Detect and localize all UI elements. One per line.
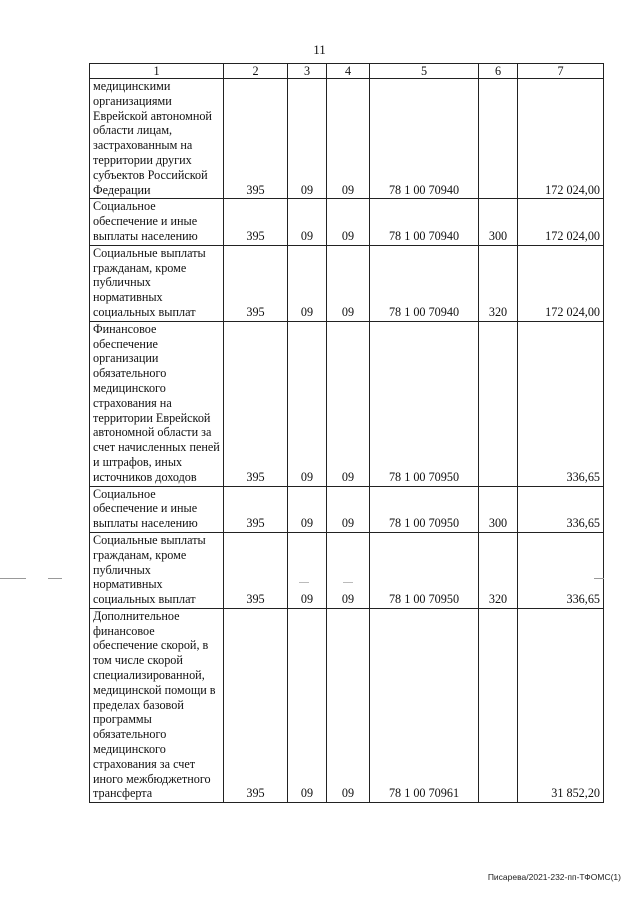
row-code-2: 395 <box>224 321 288 486</box>
row-code-4: 09 <box>327 79 370 199</box>
row-code-2: 395 <box>224 79 288 199</box>
row-code-5: 78 1 00 70940 <box>370 245 479 321</box>
row-name: Социальные выплаты гражданам, кроме публичных нормативных социальных выплат <box>90 532 224 608</box>
fold-mark-left <box>0 578 26 579</box>
table-row <box>90 532 604 608</box>
table-row <box>90 245 604 321</box>
column-header-5: 5 <box>370 64 479 79</box>
column-header-1: 1 <box>90 64 224 79</box>
row-amount: 31 852,20 <box>518 608 604 802</box>
row-code-4: 09 <box>327 486 370 532</box>
scan-artifact-mark <box>299 582 309 583</box>
row-code-5: 78 1 00 70940 <box>370 199 479 245</box>
fold-mark-left-inner <box>48 578 62 579</box>
row-amount: 336,65 <box>518 321 604 486</box>
row-code-4: 09 <box>327 608 370 802</box>
column-header-2: 2 <box>224 64 288 79</box>
row-code-2: 395 <box>224 486 288 532</box>
budget-table <box>89 63 604 803</box>
row-code-3: 09 <box>288 199 327 245</box>
row-amount: 336,65 <box>518 532 604 608</box>
row-code-6: 320 <box>479 532 518 608</box>
row-code-4: 09 <box>327 321 370 486</box>
row-code-2: 395 <box>224 199 288 245</box>
row-code-2: 395 <box>224 608 288 802</box>
table-row <box>90 199 604 245</box>
header-row <box>90 64 604 79</box>
page-number: 11 <box>313 42 326 57</box>
row-amount: 336,65 <box>518 486 604 532</box>
table-row <box>90 79 604 199</box>
row-code-4: 09 <box>327 532 370 608</box>
row-name: Социальные выплаты гражданам, кроме публичных нормативных социальных выплат <box>90 245 224 321</box>
row-code-3: 09 <box>288 245 327 321</box>
row-code-6 <box>479 321 518 486</box>
row-name: Социальное обеспечение и иные выплаты населению <box>90 199 224 245</box>
row-code-3: 09 <box>288 608 327 802</box>
column-header-4: 4 <box>327 64 370 79</box>
row-code-6: 300 <box>479 199 518 245</box>
document-reference: Писарева/2021-232-пп-ТФОМС(1) <box>487 872 621 882</box>
row-amount: 172 024,00 <box>518 245 604 321</box>
row-code-3: 09 <box>288 532 327 608</box>
table-row <box>90 608 604 802</box>
row-name: Социальное обеспечение и иные выплаты населению <box>90 486 224 532</box>
row-name: Дополнительное финансовое обеспечение скорой, в том числе скорой специализированной, медицинской помощи в пределах базовой программы обязательного медицинского страхования за счет иного межбюджетного трансферта <box>90 608 224 802</box>
row-code-2: 395 <box>224 532 288 608</box>
scan-artifact-mark <box>343 582 353 583</box>
row-code-5: 78 1 00 70950 <box>370 321 479 486</box>
row-code-6 <box>479 79 518 199</box>
row-code-5: 78 1 00 70950 <box>370 486 479 532</box>
row-code-4: 09 <box>327 245 370 321</box>
column-header-6: 6 <box>479 64 518 79</box>
row-code-4: 09 <box>327 199 370 245</box>
row-name: Финансовое обеспечение организации обязательного медицинского страхования на территории Еврейской автономной области за счет начисленных пеней и штрафов, иных источников доходов <box>90 321 224 486</box>
row-amount: 172 024,00 <box>518 79 604 199</box>
row-name: медицинскими организациями Еврейской автономной области лицам, застрахованным на территории других субъектов Российской Федерации <box>90 79 224 199</box>
column-header-3: 3 <box>288 64 327 79</box>
row-code-6 <box>479 608 518 802</box>
row-code-6: 320 <box>479 245 518 321</box>
row-code-5: 78 1 00 70950 <box>370 532 479 608</box>
row-code-5: 78 1 00 70940 <box>370 79 479 199</box>
row-code-3: 09 <box>288 321 327 486</box>
row-code-6: 300 <box>479 486 518 532</box>
column-header-7: 7 <box>518 64 604 79</box>
table-row <box>90 486 604 532</box>
fold-mark-right <box>594 578 604 579</box>
row-code-3: 09 <box>288 486 327 532</box>
table-row <box>90 321 604 486</box>
row-amount: 172 024,00 <box>518 199 604 245</box>
row-code-3: 09 <box>288 79 327 199</box>
row-code-2: 395 <box>224 245 288 321</box>
row-code-5: 78 1 00 70961 <box>370 608 479 802</box>
